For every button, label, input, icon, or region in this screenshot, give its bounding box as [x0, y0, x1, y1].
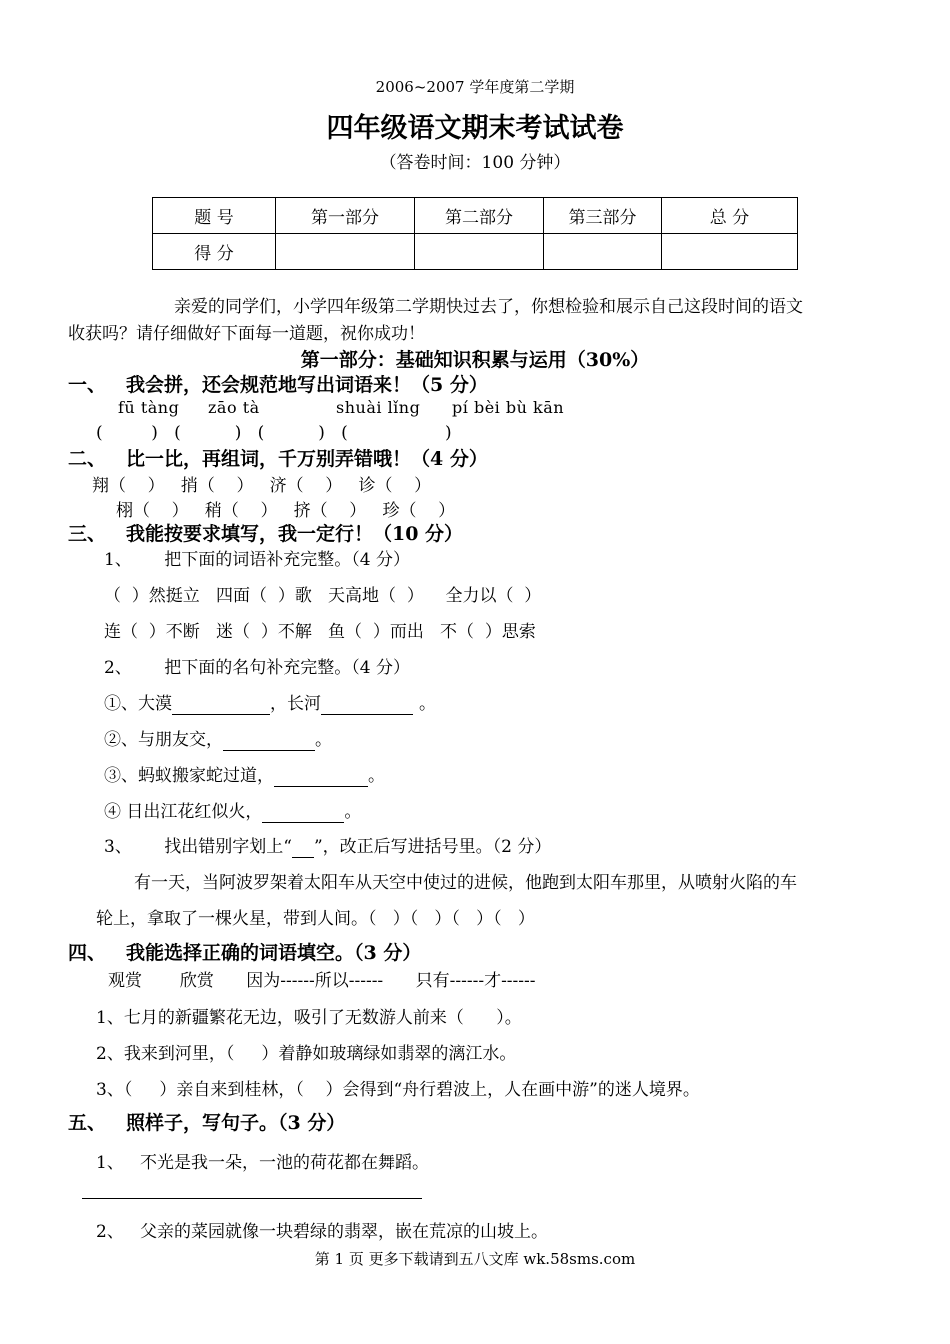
score-row-label: 得 分	[153, 234, 276, 270]
intro-paragraph: 亲爱的同学们，小学四年级第二学期快过去了，你想检验和展示自己这段时间的语文 收获吗？请仔细做好下面每一道题，祝你成功！	[68, 297, 803, 344]
score-header-cell: 题 号	[153, 198, 276, 234]
verse-line-3: ③、蚂蚁搬家蛇过道， 。	[104, 766, 385, 786]
passage-line: 有一天，当阿波罗架着太阳车从天空中使过的进候，他跑到太阳车那里，从喷射火陷的车	[134, 873, 797, 893]
score-header-cell: 总 分	[662, 198, 798, 234]
fill-sentence[interactable]: 1、七月的新疆繁花无边，吸引了无数游人前来（ ）。	[96, 1008, 522, 1028]
idiom-fill-row[interactable]: 连（ ）不断 迷（ ）不解 鱼（ ）而出 不（ ）思索	[104, 622, 536, 642]
idiom-fill-row[interactable]: （ ）然挺立 四面（ ）歌 天高地（ ） 全力以（ ）	[104, 586, 542, 606]
verse-line-1: ①、大漠 ，长河 。	[104, 694, 436, 714]
answer-blank[interactable]	[262, 802, 344, 823]
score-cell[interactable]	[415, 234, 544, 270]
score-header-cell: 第一部分	[276, 198, 415, 234]
exam-duration: （答卷时间：100 分钟）	[379, 153, 571, 173]
word-compare-row[interactable]: 栩（ ） 稍（ ） 挤（ ） 珍（ ）	[116, 501, 456, 521]
underline-sample	[292, 837, 314, 858]
answer-blank[interactable]	[274, 766, 368, 787]
word-options: 观赏 欣赏 因为------所以------ 只有------才------	[108, 971, 536, 991]
pinyin-item: shuài lǐng	[336, 398, 421, 417]
page-footer: 第 1 页 更多下载请到五八文库 wk.58sms.com	[314, 1250, 636, 1268]
answer-blank[interactable]	[223, 730, 315, 751]
verse-line-4: ④ 日出江花红似火， 。	[104, 802, 362, 822]
answer-blank[interactable]	[321, 694, 413, 715]
score-header-cell: 第三部分	[544, 198, 662, 234]
pinyin-item: pí bèi bù kān	[452, 398, 565, 417]
question-3-3: 3、 找出错别字划上“ ”，改正后写进括号里。（2 分）	[104, 837, 552, 857]
section4-heading: 四、 我能选择正确的词语填空。（3 分）	[68, 942, 422, 964]
score-cell[interactable]	[544, 234, 662, 270]
score-cell[interactable]	[276, 234, 415, 270]
score-table	[152, 197, 798, 270]
section1-heading: 一、 我会拼，还会规范地写出词语来！（5 分）	[68, 374, 488, 396]
answer-blank[interactable]	[172, 694, 270, 715]
section5-heading: 五、 照样子，写句子。（3 分）	[68, 1112, 346, 1134]
question-3-2: 2、 把下面的名句补充完整。（4 分）	[104, 658, 410, 678]
pinyin-item: fū tàng	[118, 398, 180, 417]
example-sentence: 1、 不光是我一朵，一池的荷花都在舞蹈。	[96, 1153, 430, 1173]
fill-sentence[interactable]: 3、（ ）亲自来到桂林，（ ）会得到“舟行碧波上，人在画中游”的迷人境界。	[96, 1080, 700, 1100]
score-cell[interactable]	[662, 234, 798, 270]
score-table-header-row	[153, 198, 798, 234]
score-header-cell: 第二部分	[415, 198, 544, 234]
term-heading: 2006~2007 学年度第二学期	[375, 78, 575, 96]
question-3-1: 1、 把下面的词语补充完整。（4 分）	[104, 550, 410, 570]
passage-line[interactable]: 轮上，拿取了一棵火星，带到人间。（ ）（ ）（ ）（ ）	[96, 909, 535, 929]
pinyin-answer-blanks[interactable]: ( ) ( ) ( ) ( )	[96, 423, 452, 443]
section2-heading: 二、 比一比，再组词，千万别弄错哦！（4 分）	[68, 448, 488, 470]
word-compare-row[interactable]: 翔（ ） 捎（ ） 济（ ） 诊（ ）	[92, 476, 432, 496]
answer-line[interactable]	[82, 1198, 422, 1199]
part1-title: 第一部分：基础知识积累与运用（30%）	[300, 349, 650, 371]
score-table-score-row	[153, 234, 798, 270]
page-title: 四年级语文期末考试试卷	[326, 113, 624, 144]
verse-line-2: ②、与朋友交， 。	[104, 730, 332, 750]
fill-sentence[interactable]: 2、我来到河里，（ ）着静如玻璃绿如翡翠的漓江水。	[96, 1044, 517, 1064]
pinyin-item: zāo tà	[208, 398, 260, 417]
section3-heading: 三、 我能按要求填写，我一定行！（10 分）	[68, 523, 464, 545]
example-sentence: 2、 父亲的菜园就像一块碧绿的翡翠，嵌在荒凉的山坡上。	[96, 1222, 549, 1242]
